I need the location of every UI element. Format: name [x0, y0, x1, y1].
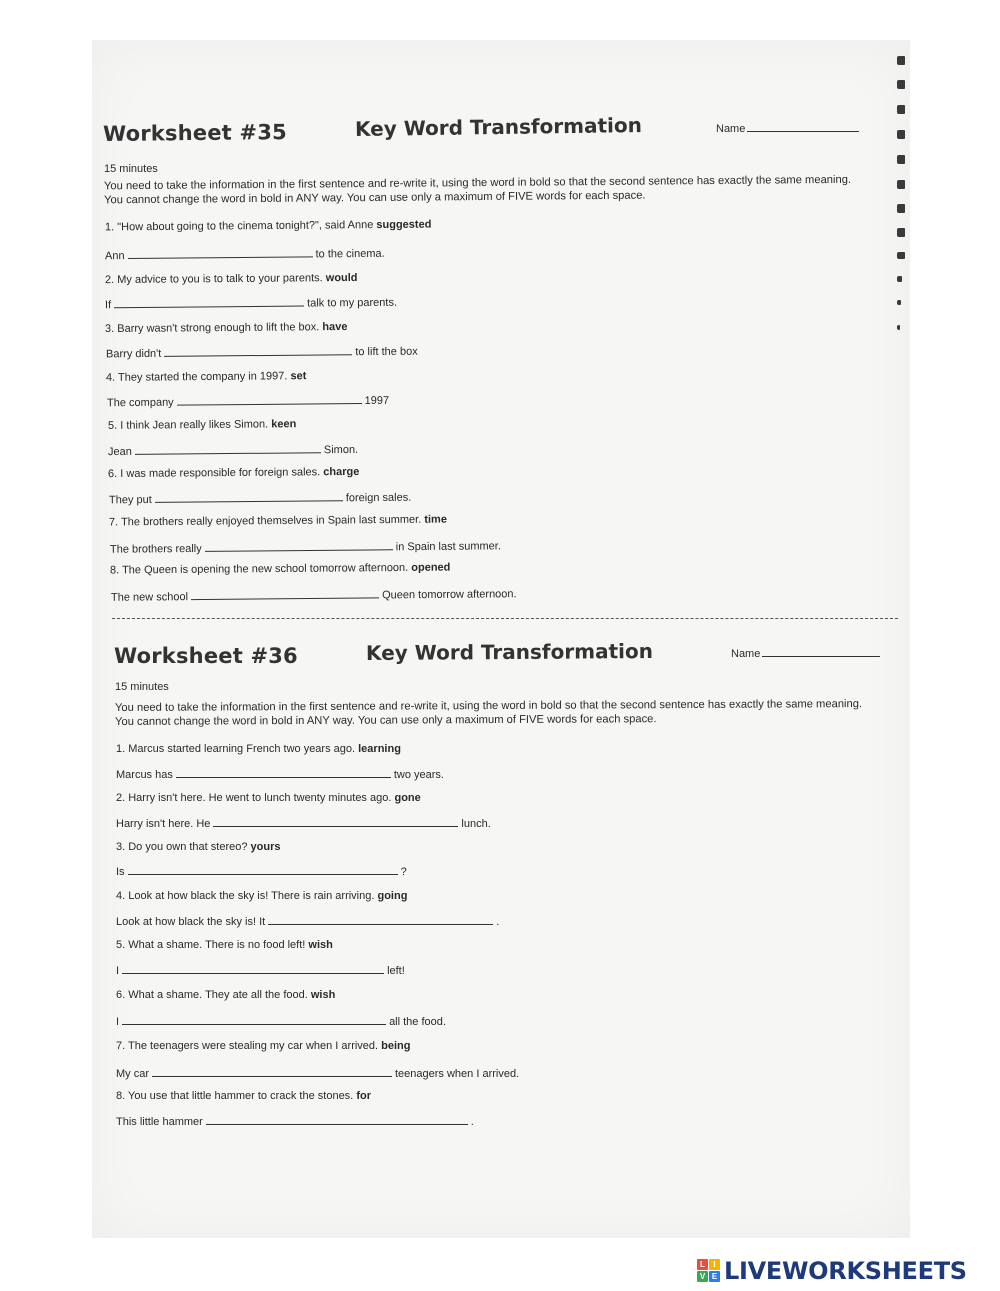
answer-blank[interactable]: [191, 587, 379, 600]
question: 8. The Queen is opening the new school tomorrow afternoon. opened: [109, 561, 451, 577]
answer-row: Look at how black the sky is! It .: [116, 916, 500, 928]
answer-row: I all the food.: [116, 1016, 446, 1028]
answer-blank[interactable]: [122, 1014, 386, 1025]
question: 4. Look at how black the sky is! There is rain arriving. going: [116, 890, 408, 902]
worksheet-heading: Key Word Transformation: [354, 112, 643, 142]
answer-row: This little hammer .: [116, 1116, 474, 1128]
time-limit: 15 minutes: [104, 163, 158, 175]
answer-blank[interactable]: [206, 1114, 468, 1125]
answer-row: Harry isn't here. He lunch.: [116, 818, 491, 830]
logo-letter: I: [709, 1259, 720, 1270]
answer-blank[interactable]: [164, 344, 352, 357]
worksheet-heading: Key Word Transformation: [365, 638, 654, 666]
answer-row: If talk to my parents.: [104, 296, 398, 312]
answer-blank[interactable]: [177, 393, 362, 406]
name-field[interactable]: Name: [716, 122, 859, 135]
logo-letter: V: [697, 1271, 708, 1282]
answer-row: Ann to the cinema.: [104, 247, 385, 263]
instructions: You need to take the information in the first sentence and re-write it, using the word in bold so that the second sentence has exactly the same meaning. You cannot change the word in bold in ANY way. You can use only a maximum of FIVE words for each space.: [103, 173, 852, 207]
question: 1. Marcus started learning French two years ago. learning: [116, 743, 401, 755]
answer-blank[interactable]: [135, 442, 321, 455]
answer-blank[interactable]: [155, 490, 343, 503]
logo-letter: E: [709, 1271, 720, 1282]
question: 1. "How about going to the cinema tonight?", said Anne suggested: [104, 218, 432, 234]
logo-letter: L: [697, 1259, 708, 1270]
time-limit: 15 minutes: [115, 681, 169, 693]
question: 4. They started the company in 1997. set: [105, 370, 307, 384]
answer-blank[interactable]: [268, 914, 493, 925]
worksheet-title: Worksheet #35: [102, 120, 287, 146]
answer-blank[interactable]: [114, 296, 304, 309]
question: 3. Do you own that stereo? yours: [116, 841, 281, 853]
question: 2. Harry isn't here. He went to lunch twenty minutes ago. gone: [116, 792, 421, 804]
worksheet-title: Worksheet #36: [114, 644, 298, 668]
answer-row: Jean Simon.: [107, 443, 359, 459]
answer-row: Marcus has two years.: [116, 769, 444, 781]
answer-row: Barry didn't to lift the box: [105, 345, 418, 361]
answer-row: Is ?: [116, 866, 407, 878]
answer-blank[interactable]: [128, 864, 398, 875]
question: 5. What a shame. There is no food left! wish: [116, 939, 333, 951]
answer-row: My car teenagers when I arrived.: [116, 1068, 520, 1080]
answer-blank[interactable]: [128, 246, 313, 259]
logo-text: LIVEWORKSHEETS: [724, 1257, 967, 1285]
answer-blank[interactable]: [213, 816, 458, 827]
question: 5. I think Jean really likes Simon. keen: [107, 418, 297, 432]
instructions: You need to take the information in the first sentence and re-write it, using the word in bold so that the second sentence has exactly the same meaning. You cannot change the word in bold in ANY way. You can use only a maximum of FIVE words for each space.: [114, 698, 863, 728]
answer-blank[interactable]: [122, 963, 384, 974]
binder-holes: [893, 50, 911, 350]
liveworksheets-logo-icon: [697, 1259, 721, 1283]
cut-line: [112, 618, 898, 619]
answer-row: The new school Queen tomorrow afternoon.: [110, 588, 517, 604]
answer-blank[interactable]: [152, 1066, 392, 1077]
answer-row: The company 1997: [106, 394, 390, 410]
question: 6. What a shame. They ate all the food. wish: [116, 989, 336, 1001]
question: 8. You use that little hammer to crack the stones. for: [116, 1090, 371, 1102]
name-field[interactable]: Name: [731, 647, 880, 660]
answer-row: They put foreign sales.: [108, 491, 412, 507]
question: 7. The brothers really enjoyed themselves in Spain last summer. time: [108, 513, 447, 529]
question: 2. My advice to you is to talk to your parents. would: [104, 271, 358, 287]
answer-blank[interactable]: [176, 767, 391, 778]
question: 6. I was made responsible for foreign sales. charge: [107, 465, 360, 481]
answer-row: The brothers really in Spain last summer.: [109, 540, 501, 556]
question: 3. Barry wasn't strong enough to lift the box. have: [104, 320, 348, 336]
answer-blank[interactable]: [205, 539, 393, 552]
answer-row: I left!: [116, 965, 405, 977]
question: 7. The teenagers were stealing my car when I arrived. being: [116, 1040, 411, 1052]
